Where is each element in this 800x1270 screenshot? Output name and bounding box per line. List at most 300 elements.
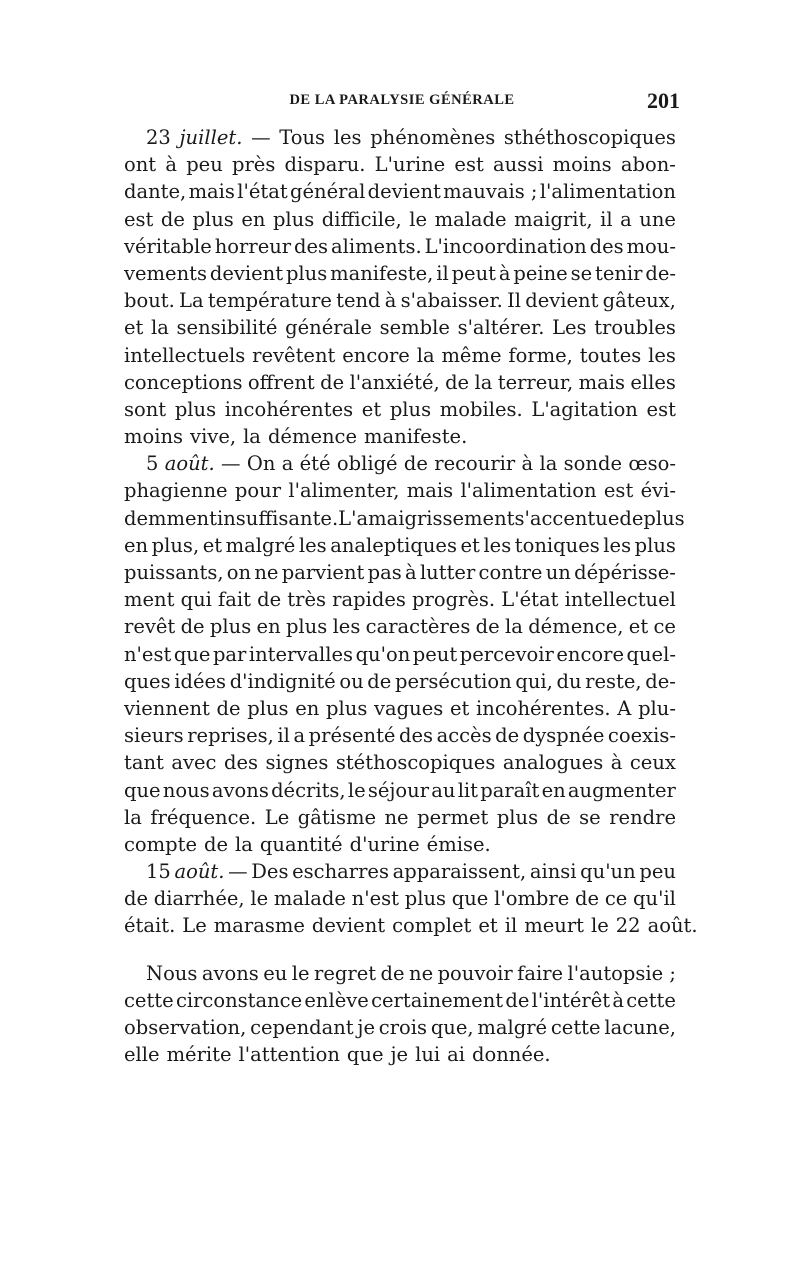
word: idées <box>174 669 227 693</box>
word: disparu. <box>284 153 366 177</box>
word: de <box>124 887 149 911</box>
word: plus <box>404 887 447 911</box>
word: malgré <box>477 1016 548 1039</box>
word: mobiles. <box>439 397 523 421</box>
word: obligé <box>336 452 398 476</box>
word: œso- <box>628 452 676 476</box>
word: escharres <box>292 860 389 884</box>
text-line <box>124 912 698 939</box>
word: revêt <box>124 615 176 639</box>
word: n'est <box>124 642 172 666</box>
word: peine <box>513 261 568 285</box>
word: encore <box>556 642 624 666</box>
word: la <box>539 452 558 476</box>
word: la <box>505 615 523 639</box>
body-text <box>124 124 698 1068</box>
word: analogues <box>502 751 604 775</box>
word: se <box>570 261 593 285</box>
word: les <box>332 615 361 639</box>
word: mais <box>578 370 625 394</box>
word: phagienne <box>124 479 228 503</box>
word: mérite <box>166 1043 232 1067</box>
word: s'altérer. <box>457 316 545 340</box>
word: — <box>251 126 271 149</box>
text-line <box>124 885 676 912</box>
text-line <box>124 804 676 831</box>
text-line <box>124 722 676 749</box>
paragraph <box>124 450 685 858</box>
word: maigrit, <box>514 207 593 231</box>
word: la <box>243 425 261 449</box>
paragraph <box>124 960 676 1069</box>
word: L'incoordination <box>424 234 587 258</box>
word: tend <box>336 289 381 313</box>
word: 23 <box>146 126 171 149</box>
word: de <box>380 961 405 985</box>
word: plus <box>247 696 289 720</box>
word: général <box>290 180 366 204</box>
word: plus <box>634 533 676 557</box>
word: de <box>475 615 500 639</box>
word: des <box>294 234 329 258</box>
word: signes <box>265 751 329 775</box>
word: ce <box>604 887 628 911</box>
word: évi- <box>640 479 676 503</box>
word: cette <box>124 988 174 1012</box>
word: Tous <box>279 126 326 149</box>
word: a <box>281 452 294 476</box>
word: fréquence. <box>150 805 257 829</box>
word: l'alimenter, <box>288 479 400 503</box>
word: de <box>257 588 282 612</box>
word: en <box>256 615 281 639</box>
word: pas <box>367 561 402 584</box>
word: et <box>478 914 498 938</box>
word: l'intérêt <box>531 988 611 1012</box>
word: avec <box>171 751 217 775</box>
word: analeptiques <box>330 533 457 557</box>
word: le <box>590 914 609 938</box>
word: peut <box>451 261 496 285</box>
word: nous <box>162 778 210 802</box>
word: août. <box>174 860 225 884</box>
word: cependant <box>250 1016 354 1039</box>
word: toniques <box>514 533 600 557</box>
word: les <box>603 533 632 557</box>
word: difficile, <box>321 207 402 231</box>
text-line <box>124 695 676 722</box>
paragraph-gap <box>124 940 676 960</box>
word: à <box>521 452 534 476</box>
text-line <box>124 668 676 695</box>
word: qu'il <box>633 887 676 911</box>
word: et <box>449 696 470 720</box>
word: ainsi <box>529 860 577 884</box>
word: meurt <box>524 914 584 938</box>
text-line <box>124 396 676 423</box>
word: peut <box>412 642 458 666</box>
word: on <box>226 561 252 584</box>
text-line <box>124 831 676 858</box>
word: très <box>287 588 327 612</box>
text-line <box>124 369 676 396</box>
text-line <box>124 178 676 205</box>
word: aliments. <box>330 234 422 258</box>
word: complet <box>392 914 472 938</box>
word: tant <box>124 751 164 775</box>
word: la <box>474 370 493 394</box>
word: vagues <box>374 696 444 720</box>
word: tenir <box>594 261 643 285</box>
word: abon- <box>620 153 676 177</box>
word: la <box>416 343 435 367</box>
word: aussi <box>493 153 544 177</box>
text-line <box>124 342 676 369</box>
text-line <box>124 987 676 1014</box>
word: s'accentue <box>514 506 620 530</box>
word: moins <box>552 153 612 177</box>
word: de <box>320 370 345 394</box>
word: mais <box>188 180 235 204</box>
word: de <box>575 887 600 911</box>
word: malade <box>434 207 507 231</box>
word: lui <box>415 1043 441 1067</box>
word: un <box>545 561 571 584</box>
word: progrès. <box>412 588 496 612</box>
text-line <box>124 314 676 341</box>
word: accès <box>436 724 492 748</box>
word: l'ombre <box>494 887 570 911</box>
word: les <box>648 343 676 367</box>
word: et <box>124 316 144 340</box>
text-line <box>124 260 676 287</box>
word: toutes <box>579 343 642 367</box>
word: coexis- <box>607 724 676 748</box>
word: l'alimentation <box>460 479 597 503</box>
running-title: DE LA PARALYSIE GÉNÉRALE <box>289 92 515 108</box>
word: ont <box>124 153 157 177</box>
word: l'autopsie ; <box>567 961 676 985</box>
word: plus <box>285 615 328 639</box>
word: présenté <box>308 724 396 748</box>
word: persécution <box>394 669 512 693</box>
word: sieurs <box>124 724 184 748</box>
word: le <box>291 961 310 985</box>
word: paraît <box>480 778 540 802</box>
word: les <box>333 126 362 149</box>
word: apparaissent, <box>392 860 527 884</box>
word: L'agitation <box>531 397 638 421</box>
word: pour <box>234 479 282 503</box>
word: Des <box>251 860 289 884</box>
word: A <box>617 696 632 720</box>
word: dépérisse- <box>574 561 676 584</box>
word: a <box>293 724 306 748</box>
word: de <box>403 452 428 476</box>
text-line <box>124 124 676 151</box>
word: en <box>295 696 320 720</box>
word: de <box>160 207 185 231</box>
word: regret <box>314 961 377 985</box>
text-line <box>124 1041 676 1068</box>
word: ment <box>124 588 175 612</box>
word: plus <box>192 207 234 231</box>
word: générale <box>285 316 372 340</box>
word: rendre <box>609 805 676 829</box>
word: — <box>228 860 248 884</box>
word: à <box>405 561 417 584</box>
word: bout. <box>124 289 175 313</box>
word: août. <box>647 914 698 938</box>
word: — <box>221 452 241 476</box>
word: il <box>277 724 290 748</box>
word: le <box>250 887 269 911</box>
word: Le <box>182 914 207 938</box>
word: à <box>612 988 624 1012</box>
word: émise. <box>426 832 491 856</box>
word: est <box>124 207 154 231</box>
text-line <box>124 641 676 668</box>
word: malade <box>273 887 346 911</box>
word: circonstance <box>175 988 303 1012</box>
word: certainement <box>371 988 504 1012</box>
word: les <box>298 533 327 557</box>
word: a <box>620 207 632 231</box>
word: L'amaigrissement <box>338 506 515 530</box>
word: malgré <box>225 533 296 557</box>
word: ne <box>384 805 409 829</box>
word: vive, <box>190 425 237 449</box>
word: permet <box>417 805 489 829</box>
word: je <box>390 1043 409 1067</box>
word: cette <box>626 988 676 1012</box>
word: à <box>610 751 623 775</box>
word: manifeste, <box>330 261 434 285</box>
word: de <box>505 988 530 1012</box>
word: plu- <box>638 696 676 720</box>
word: l'anxiété, <box>349 370 440 394</box>
word: cette <box>550 1016 601 1039</box>
word: je <box>357 1016 376 1039</box>
word: est <box>454 153 484 177</box>
word: incohérentes <box>224 397 354 421</box>
word: La <box>179 289 204 313</box>
word: puissants, <box>124 561 224 584</box>
word: des <box>223 751 258 775</box>
word: à <box>384 289 397 313</box>
word: elle <box>124 1043 160 1067</box>
word: juillet. <box>179 126 243 149</box>
word: lit <box>457 778 478 802</box>
word: incohérentes. <box>476 696 611 720</box>
word: devient <box>525 289 599 313</box>
text-line <box>124 858 676 885</box>
word: devient <box>209 261 284 285</box>
word: plus, <box>151 533 200 557</box>
word: à <box>165 153 177 177</box>
word: avons <box>211 778 269 802</box>
word: troubles <box>594 316 676 340</box>
text-line <box>124 1014 676 1041</box>
word: ou <box>339 669 364 693</box>
word: d'urine <box>349 832 420 856</box>
word: manifeste. <box>364 425 468 449</box>
text-line <box>124 450 676 477</box>
word: plus <box>326 696 368 720</box>
word: plus <box>389 397 432 421</box>
word: insuffisante. <box>216 506 339 530</box>
word: qui, <box>515 669 553 693</box>
word: enlève <box>304 988 369 1012</box>
word: à <box>498 261 511 285</box>
word: que, <box>430 1016 474 1039</box>
word: de <box>546 805 571 829</box>
word: de <box>204 832 229 856</box>
word: l'état <box>237 180 288 204</box>
word: qu'un <box>580 860 636 884</box>
word: plus <box>174 397 217 421</box>
word: les <box>483 533 512 557</box>
text-line <box>124 505 685 532</box>
paragraph <box>124 124 676 450</box>
word: de- <box>645 261 676 285</box>
word: plus <box>643 506 685 530</box>
text-line <box>124 206 676 233</box>
word: il <box>504 914 518 938</box>
word: quantité <box>259 832 343 856</box>
word: de <box>216 696 241 720</box>
word: intellectuels <box>124 343 246 367</box>
word: était. <box>124 914 176 938</box>
word: moins <box>124 425 184 449</box>
word: de <box>445 370 470 394</box>
word: terreur, <box>497 370 574 394</box>
word: est <box>646 397 676 421</box>
word: véritable <box>124 234 212 258</box>
word: du <box>556 669 582 693</box>
word: des <box>399 724 434 748</box>
word: devient <box>367 180 441 204</box>
word: eu <box>263 961 288 985</box>
word: ne <box>409 961 434 985</box>
word: Le <box>264 805 290 829</box>
word: et <box>460 533 480 557</box>
text-line <box>124 777 676 804</box>
word: compte <box>124 832 198 856</box>
word: sensibilité <box>176 316 278 340</box>
word: avons <box>201 961 259 985</box>
word: démence <box>267 425 358 449</box>
word: et <box>361 397 382 421</box>
word: mauvais ; <box>443 180 538 204</box>
word: 22 <box>615 914 641 938</box>
word: même <box>441 343 502 367</box>
word: intellectuel <box>564 588 676 612</box>
word: des <box>589 234 624 258</box>
word: de <box>619 506 644 530</box>
word: la <box>151 316 169 340</box>
word: plus <box>209 615 252 639</box>
word: Il <box>507 289 522 313</box>
word: peu <box>186 153 223 177</box>
word: phénomènes <box>370 126 496 149</box>
word: l'attention <box>238 1043 340 1067</box>
word: en <box>241 207 266 231</box>
text-line <box>124 423 676 450</box>
word: percevoir <box>459 642 554 666</box>
word: ne <box>254 561 279 584</box>
word: que <box>124 778 161 802</box>
word: On <box>246 452 276 476</box>
word: forme, <box>508 343 573 367</box>
word: fait <box>218 588 251 612</box>
text-line <box>124 586 676 613</box>
word: lacune, <box>604 1016 676 1039</box>
word: au <box>431 778 456 802</box>
word: le <box>409 207 428 231</box>
word: été <box>299 452 331 476</box>
word: plus <box>272 207 315 231</box>
word: mais <box>406 479 454 503</box>
word: de <box>180 615 205 639</box>
text-line <box>124 532 676 559</box>
word: crois <box>378 1016 428 1039</box>
word: qui <box>180 588 212 612</box>
word: ceux <box>629 751 676 775</box>
word: faire <box>517 961 564 985</box>
word: l'alimentation <box>539 180 676 204</box>
word: une <box>639 207 676 231</box>
word: dante, <box>124 180 187 204</box>
word: mou- <box>626 234 676 258</box>
word: intervalles <box>248 642 354 666</box>
word: marasme <box>213 914 305 938</box>
word: démence, <box>528 615 624 639</box>
word: parvient <box>281 561 365 584</box>
word: de- <box>645 669 676 693</box>
word: quel- <box>626 642 676 666</box>
word: se <box>579 805 601 829</box>
text-line <box>124 559 676 586</box>
word: viennent <box>124 696 210 720</box>
word: que <box>346 1043 384 1067</box>
word: il <box>600 207 613 231</box>
word: diarrhée, <box>153 887 245 911</box>
word: rapides <box>332 588 406 612</box>
word: qu'on <box>355 642 411 666</box>
word: plus <box>285 261 328 285</box>
word: peu <box>639 860 676 884</box>
running-head <box>124 88 680 118</box>
word: séjour <box>367 778 430 802</box>
word: devient <box>311 914 386 938</box>
word: ce <box>653 615 676 639</box>
word: ai <box>447 1043 466 1067</box>
word: revêtent <box>252 343 336 367</box>
word: août. <box>164 452 215 476</box>
word: sthéthoscopiques <box>503 126 676 149</box>
word: 5 <box>146 452 159 476</box>
word: demment <box>124 506 217 530</box>
word: sont <box>124 397 167 421</box>
text-line <box>124 613 676 640</box>
word: température <box>207 289 332 313</box>
text-line <box>124 233 676 260</box>
word: gâtisme <box>297 805 376 829</box>
word: horreur <box>214 234 292 258</box>
word: ques <box>124 669 171 693</box>
word: de <box>367 669 392 693</box>
